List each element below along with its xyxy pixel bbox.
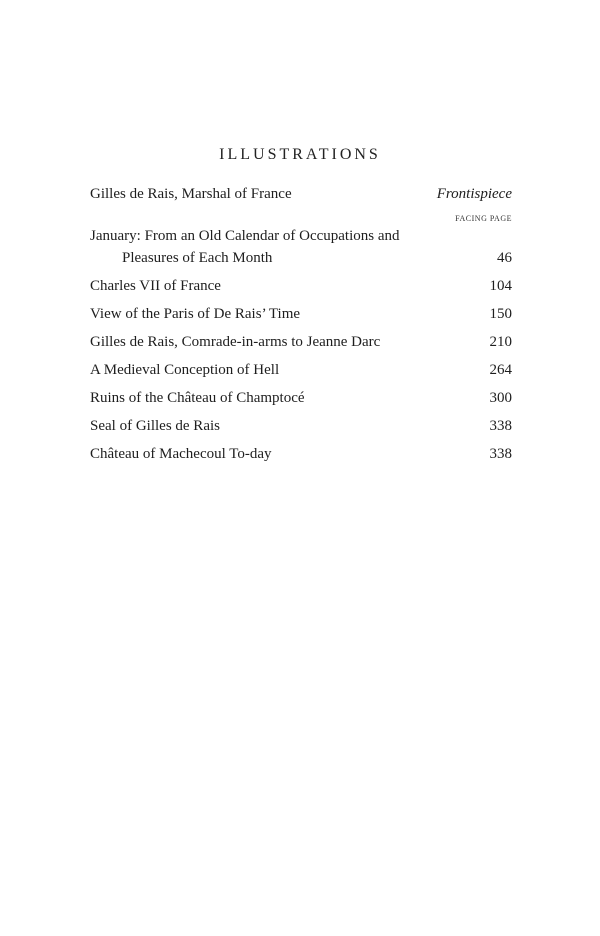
illustration-list xyxy=(90,225,512,471)
entry-page-number: 210 xyxy=(489,334,512,350)
illustration-entry xyxy=(90,443,512,465)
entry-page-number: 338 xyxy=(489,418,512,434)
entry-label xyxy=(90,225,512,269)
entry-label: Gilles de Rais, Comrade-in-arms to Jeanne Darc xyxy=(90,334,381,350)
entry-label: A Medieval Conception of Hell xyxy=(90,362,280,378)
entry-label: Seal of Gilles de Rais xyxy=(90,418,220,434)
entry-label: Château of Machecoul To-day xyxy=(90,446,272,462)
entry-page-number: 104 xyxy=(489,278,512,294)
entry-page-number: 150 xyxy=(489,306,512,322)
illustration-entry xyxy=(90,225,512,269)
illustration-entry xyxy=(90,275,512,297)
entry-label: Ruins of the Château of Champtocé xyxy=(90,390,305,406)
entry-label-line1: January: From an Old Calendar of Occupations and xyxy=(90,228,400,244)
entry-page-number: 338 xyxy=(489,446,512,462)
entry-label: Charles VII of France xyxy=(90,278,221,294)
entry-page-number: 264 xyxy=(489,362,512,378)
facing-page-label: FACING PAGE xyxy=(455,214,512,223)
entry-label-line2: Pleasures of Each Month xyxy=(122,250,273,266)
frontispiece-label: Gilles de Rais, Marshal of France xyxy=(90,186,292,202)
illustration-entry xyxy=(90,387,512,409)
illustration-entry xyxy=(90,331,512,353)
entry-label: View of the Paris of De Rais’ Time xyxy=(90,306,301,322)
illustration-entry xyxy=(90,415,512,437)
page-heading: ILLUSTRATIONS xyxy=(219,146,381,163)
frontispiece-page: Frontispiece xyxy=(436,186,512,202)
entry-page-number: 46 xyxy=(497,250,512,266)
illustration-entry xyxy=(90,359,512,381)
entry-page-number: 300 xyxy=(489,390,512,406)
illustration-entry xyxy=(90,303,512,325)
